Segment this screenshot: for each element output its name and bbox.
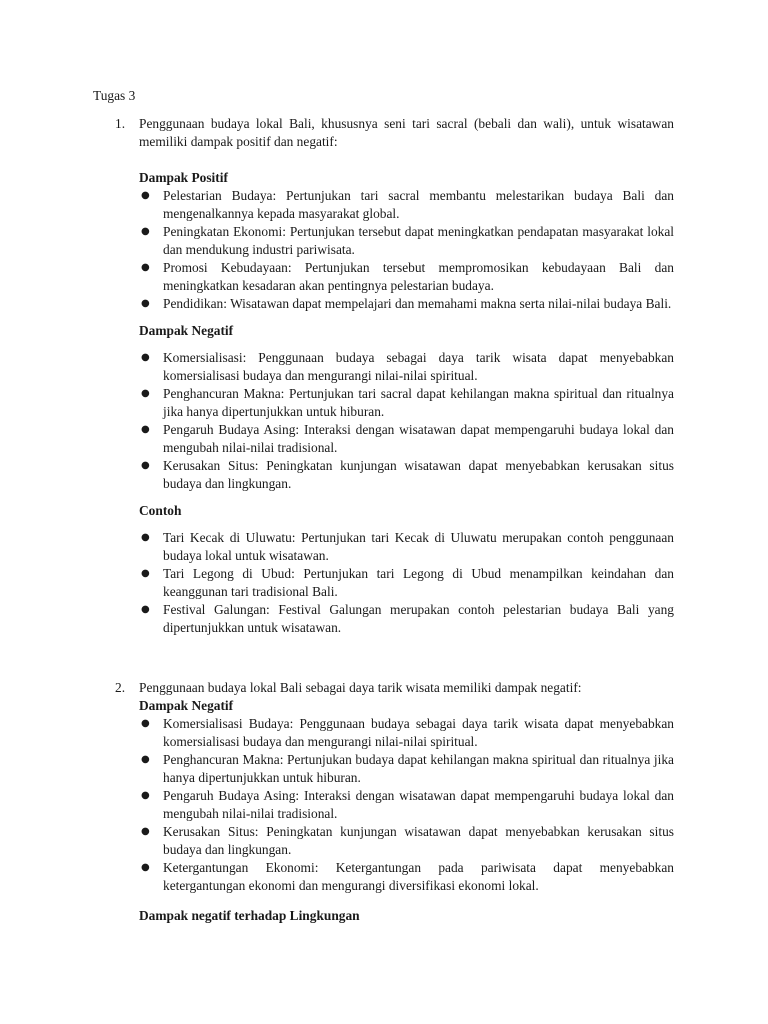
bullet-icon: ● <box>141 388 150 399</box>
bullet-text: Pengaruh Budaya Asing: Interaksi dengan wisatawan dapat mempengaruhi budaya lokal dan mengubah nilai-nilai tradisional. <box>163 788 674 821</box>
bullet-icon: ● <box>141 226 150 237</box>
bullet-text: Tari Kecak di Uluwatu: Pertunjukan tari Kecak di Uluwatu merupakan contoh penggunaan budaya lokal untuk wisatawan. <box>163 530 674 563</box>
bullet-item <box>139 295 674 313</box>
bullet-icon: ● <box>141 190 150 201</box>
bullet-text: Pendidikan: Wisatawan dapat mempelajari dan memahami makna serta nilai-nilai budaya Bali. <box>163 296 672 311</box>
bullet-item <box>139 751 674 787</box>
bullet-icon: ● <box>141 862 150 873</box>
list-item-1 <box>115 115 674 637</box>
bullet-text: Peningkatan Ekonomi: Pertunjukan tersebut dapat meningkatkan pendapatan masyarakat lokal dan mendukung industri pariwisata. <box>163 224 674 257</box>
bullet-text: Pengaruh Budaya Asing: Interaksi dengan wisatawan dapat mempengaruhi budaya lokal dan mengubah nilai-nilai tradisional. <box>163 422 674 455</box>
bullet-icon: ● <box>141 718 150 729</box>
section-heading-dampak-negatif: Dampak Negatif <box>139 323 234 338</box>
bullet-text: Ketergantungan Ekonomi: Ketergantungan pada pariwisata dapat menyebabkan ketergantungan ekonomi dan mengurangi diversifikasi ekonomi lokal. <box>163 860 674 893</box>
list-item-2 <box>115 679 674 925</box>
bullet-icon: ● <box>141 460 150 471</box>
bullet-list-dampak-negatif <box>139 349 674 493</box>
bullet-text: Festival Galungan: Festival Galungan merupakan contoh pelestarian budaya Bali yang dipertunjukkan untuk wisatawan. <box>163 602 674 635</box>
bullet-item <box>139 457 674 493</box>
bullet-icon: ● <box>141 790 150 801</box>
item-number: 2. <box>115 680 126 695</box>
bullet-item <box>139 787 674 823</box>
bullet-item <box>139 223 674 259</box>
bullet-text: Kerusakan Situs: Peningkatan kunjungan wisatawan dapat menyebabkan kerusakan situs budaya dan lingkungan. <box>163 824 674 857</box>
item-intro: Penggunaan budaya lokal Bali, khususnya seni tari sacral (bebali dan wali), untuk wisatawan memiliki dampak positif dan negatif: <box>139 116 674 149</box>
bullet-list-dampak-positif <box>139 187 674 313</box>
bullet-item <box>139 385 674 421</box>
bullet-item <box>139 421 674 457</box>
bullet-icon: ● <box>141 352 150 363</box>
bullet-item <box>139 187 674 223</box>
bullet-list-dampak-negatif-2 <box>139 715 674 895</box>
section-heading-dampak-positif: Dampak Positif <box>139 170 228 185</box>
bullet-text: Kerusakan Situs: Peningkatan kunjungan wisatawan dapat menyebabkan kerusakan situs budaya dan lingkungan. <box>163 458 674 491</box>
bullet-text: Komersialisasi Budaya: Penggunaan budaya sebagai daya tarik wisata dapat menyebabkan komersialisasi budaya dan mengurangi nilai-nilai spiritual. <box>163 716 674 749</box>
bullet-list-contoh <box>139 529 674 637</box>
bullet-item <box>139 529 674 565</box>
bullet-item <box>139 715 674 751</box>
bullet-text: Tari Legong di Ubud: Pertunjukan tari Legong di Ubud menampilkan keindahan dan keanggunan tari tradisional Bali. <box>163 566 674 599</box>
bullet-text: Komersialisasi: Penggunaan budaya sebagai daya tarik wisata dapat menyebabkan komersialisasi budaya dan mengurangi nilai-nilai spiritual. <box>163 350 674 383</box>
bullet-item <box>139 859 674 895</box>
section-heading-dampak-lingkungan: Dampak negatif terhadap Lingkungan <box>139 908 360 923</box>
bullet-icon: ● <box>141 604 150 615</box>
bullet-icon: ● <box>141 532 150 543</box>
bullet-item <box>139 601 674 637</box>
bullet-text: Pelestarian Budaya: Pertunjukan tari sacral membantu melestarikan budaya Bali dan mengenalkannya kepada masyarakat global. <box>163 188 674 221</box>
bullet-text: Promosi Kebudayaan: Pertunjukan tersebut mempromosikan kebudayaan Bali dan meningkatkan kesadaran akan pentingnya pelestarian budaya. <box>163 260 674 293</box>
bullet-icon: ● <box>141 826 150 837</box>
section-heading-contoh: Contoh <box>139 503 182 518</box>
item-number: 1. <box>115 116 126 131</box>
bullet-text: Penghancuran Makna: Pertunjukan budaya dapat kehilangan makna spiritual dan ritualnya jika hanya dipertunjukkan untuk hiburan. <box>163 752 674 785</box>
bullet-item <box>139 823 674 859</box>
document-title: Tugas 3 <box>93 88 136 103</box>
bullet-item <box>139 349 674 385</box>
bullet-icon: ● <box>141 568 150 579</box>
bullet-icon: ● <box>141 424 150 435</box>
bullet-item <box>139 565 674 601</box>
bullet-text: Penghancuran Makna: Pertunjukan tari sacral dapat kehilangan makna spiritual dan ritualnya jika hanya dipertunjukkan untuk hiburan. <box>163 386 674 419</box>
section-heading-dampak-negatif-2: Dampak Negatif <box>139 698 234 713</box>
item-intro: Penggunaan budaya lokal Bali sebagai daya tarik wisata memiliki dampak negatif: <box>139 680 582 695</box>
bullet-icon: ● <box>141 298 150 309</box>
bullet-icon: ● <box>141 754 150 765</box>
bullet-icon: ● <box>141 262 150 273</box>
bullet-item <box>139 259 674 295</box>
